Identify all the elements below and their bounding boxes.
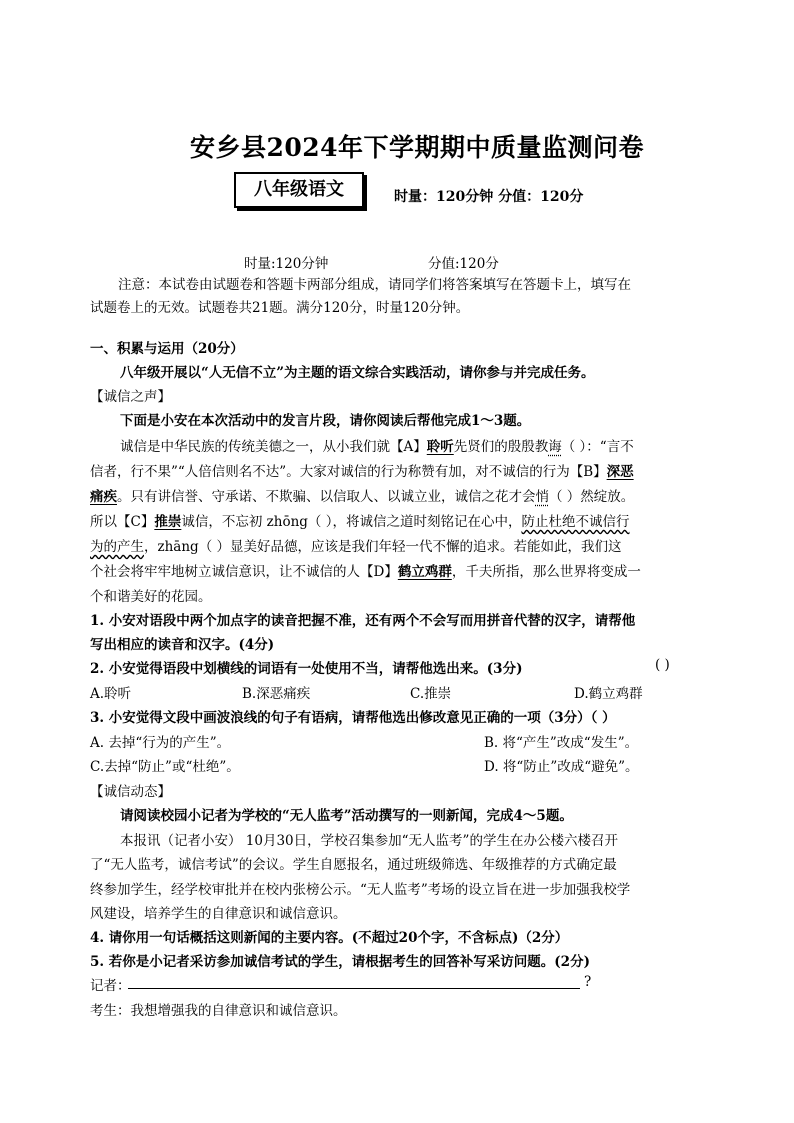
- dotted-character: 诲: [548, 439, 562, 455]
- option-d: D.鹤立鸡群: [574, 686, 643, 702]
- question-2: 2. 小安觉得语段中划横线的词语有一处使用不当，请帮他选出来。(3分): [90, 661, 523, 677]
- student-answer: 考生：我想增强我的自律意识和诚信意识。: [90, 1003, 347, 1019]
- question-mark: ?: [584, 974, 592, 990]
- option-c: C.推崇: [410, 686, 452, 702]
- option-b: B. 将“产生”改成“发生”。: [484, 735, 639, 751]
- option-b: B.深恶痛疾: [242, 686, 311, 702]
- news-line: 本报讯（记者小安） 10月30日，学校召集参加“无人监考”的学生在办公楼六楼召开: [120, 833, 618, 849]
- underlined-word: 鹤立鸡群: [397, 564, 452, 580]
- answer-blank-line[interactable]: [128, 988, 580, 989]
- option-c: C.去掉“防止”或“杜绝”。: [90, 759, 240, 775]
- notice-line: 注意：本试卷由试题卷和答题卡两部分组成，请同学们将答案填写在答题卡上，填写在: [118, 277, 631, 293]
- passage-line: 个和谐美好的花园。: [90, 589, 212, 605]
- news-line: 终参加学生，经学校审批并在校内张榜公示。“无人监考”考场的设立旨在进一步加强我校学: [90, 882, 631, 898]
- passage-text: 。只有讲信誉、守承诺、不欺骗、以信取人、以诚立业，诚信之花才会: [117, 489, 536, 505]
- section-heading: 一、积累与运用（20分）: [90, 341, 244, 357]
- dotted-character: 悄: [535, 489, 549, 505]
- passage-text: 诚信，不忘初 zhōng（ ），将诚信之道时刻铭记在心中，: [181, 514, 522, 530]
- grade-subject-box: 八年级语文: [234, 172, 364, 208]
- time-score-info: 时量：120分钟 分值：120分: [394, 189, 584, 205]
- passage-line: [90, 510, 629, 530]
- underlined-word: 聆听: [426, 439, 454, 455]
- reporter-label: 记者：: [90, 978, 131, 994]
- score-label: 分值:120分: [428, 256, 499, 272]
- option-a: A.聆听: [90, 686, 132, 702]
- subsection-intro: 请阅读校园小记者为学校的“无人监考”活动撰写的一则新闻，完成4～5题。: [120, 808, 573, 824]
- page-title: 安乡县2024年下学期期中质量监测问卷: [189, 133, 645, 162]
- subsection-title: 【诚信动态】: [90, 784, 171, 800]
- underlined-word: 推崇: [154, 514, 182, 530]
- question-1-cont: 写出相应的读音和汉字。(4分): [90, 637, 275, 653]
- subsection-intro: 下面是小安在本次活动中的发言片段，请你阅读后帮他完成1～3题。: [120, 413, 531, 429]
- wavy-underlined-text: 防止杜绝不诚信行: [521, 514, 630, 530]
- passage-text: ，zhāng（ ）显美好品德，应该是我们年轻一代不懈的追求。若能如此，我们这: [144, 539, 622, 555]
- passage-line: [90, 560, 641, 580]
- passage-text: 信者，行不果”“人倍信则名不达”。大家对诚信的行为称赞有加，对不诚信的行为【B】: [90, 464, 607, 480]
- passage-text: 所以【C】: [90, 514, 155, 530]
- notice-line: 试题卷上的无效。试题卷共21题。满分120分，时量120分钟。: [90, 300, 470, 316]
- subsection-title: 【诚信之声】: [90, 389, 171, 405]
- question-1: 1. 小安对语段中两个加点字的读音把握不准，还有两个不会写而用拼音代替的汉字，请帮他: [90, 613, 636, 629]
- passage-line: [90, 460, 634, 480]
- passage-text: ，千夫所指，那么世界将变成一: [451, 564, 641, 580]
- section-intro: 八年级开展以“人无信不立”为主题的语文综合实践活动，请你参与并完成任务。: [120, 365, 595, 381]
- option-a: A. 去掉“行为的产生”。: [90, 735, 231, 751]
- question-3: 3. 小安觉得文段中画波浪线的句子有语病，请帮他选出修改意见正确的一项（3分）（ ）: [90, 710, 616, 726]
- passage-text: （ ）：“言不: [561, 439, 634, 455]
- passage-line: [90, 535, 621, 555]
- question-4: 4. 请你用一句话概括这则新闻的主要内容。(不超过20个字，不含标点)（2分）: [90, 930, 569, 946]
- passage-text: （ ）然绽放。: [549, 489, 635, 505]
- passage-text: 个社会将牢牢地树立诚信意识，让不诚信的人【D】: [90, 564, 398, 580]
- underlined-word: 痛疾: [90, 489, 117, 505]
- time-label: 时量:120分钟: [244, 256, 329, 272]
- underlined-word: 深恶: [606, 464, 634, 480]
- question-5: 5. 若你是小记者采访参加诚信考试的学生，请根据考生的回答补写采访问题。(2分): [90, 954, 590, 970]
- option-d: D. 将“防止”改成“避免”。: [484, 759, 639, 775]
- answer-paren: ( ): [655, 657, 670, 673]
- news-line: 风建设，培养学生的自律意识和诚信意识。: [90, 906, 347, 922]
- passage-text: 诚信是中华民族的传统美德之一，从小我们就【A】: [120, 439, 427, 455]
- passage-line: [120, 435, 634, 455]
- news-line: 了“无人监考，诚信考试”的会议。学生自愿报名，通过班级筛选、年级推荐的方式确定最: [90, 857, 617, 873]
- wavy-underlined-text: 为的产生: [90, 539, 144, 555]
- passage-line: [90, 485, 634, 505]
- passage-text: 先贤们的殷殷教: [453, 439, 549, 455]
